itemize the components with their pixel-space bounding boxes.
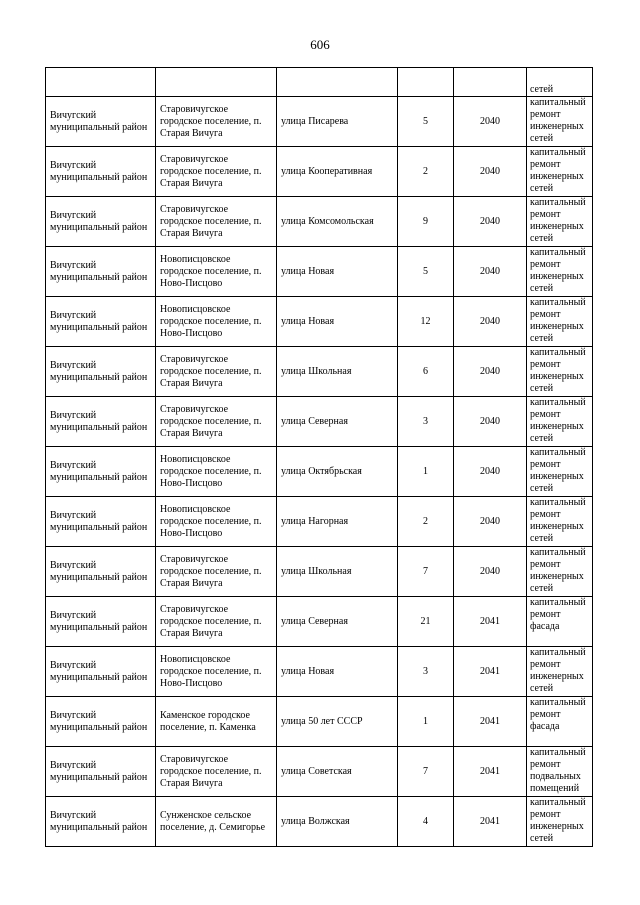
settlement-cell: Сунженское сельское поселение, д. Семигорье [156, 797, 277, 847]
street-cell: улица Писарева [277, 97, 398, 147]
work-type-cell: капитальный ремонт инженерных сетей [527, 547, 593, 597]
district-cell: Вичугский муниципальный район [46, 347, 156, 397]
table-row [46, 197, 593, 247]
street-cell: улица Новая [277, 247, 398, 297]
house-cell: 5 [398, 247, 454, 297]
house-cell: 7 [398, 547, 454, 597]
year-cell: 2040 [454, 497, 527, 547]
table-row [46, 797, 593, 847]
housing-repair-table [45, 67, 593, 847]
year-cell: 2041 [454, 597, 527, 647]
table-row [46, 447, 593, 497]
house-cell: 5 [398, 97, 454, 147]
year-cell: 2040 [454, 147, 527, 197]
settlement-cell: Новописцовское городское поселение, п. Ново-Писцово [156, 297, 277, 347]
table-row [46, 247, 593, 297]
street-cell: улица Новая [277, 647, 398, 697]
house-cell: 9 [398, 197, 454, 247]
table-row [46, 747, 593, 797]
district-cell: Вичугский муниципальный район [46, 797, 156, 847]
district-cell: Вичугский муниципальный район [46, 147, 156, 197]
table-row [46, 497, 593, 547]
table-row [46, 697, 593, 747]
district-cell: Вичугский муниципальный район [46, 497, 156, 547]
settlement-cell: Новописцовское городское поселение, п. Ново-Писцово [156, 497, 277, 547]
year-cell: 2040 [454, 447, 527, 497]
work-type-cell: капитальный ремонт инженерных сетей [527, 147, 593, 197]
year-cell: 2040 [454, 97, 527, 147]
year-cell: 2040 [454, 547, 527, 597]
table-row [46, 597, 593, 647]
street-cell: улица Северная [277, 397, 398, 447]
house-cell: 3 [398, 647, 454, 697]
work-type-cell: капитальный ремонт фасада [527, 697, 593, 747]
table-row [46, 547, 593, 597]
settlement-cell: Старовичугское городское поселение, п. Старая Вичуга [156, 547, 277, 597]
work-type-cell: капитальный ремонт подвальных помещений [527, 747, 593, 797]
year-cell: 2040 [454, 197, 527, 247]
table-row [46, 297, 593, 347]
settlement-cell: Старовичугское городское поселение, п. Старая Вичуга [156, 747, 277, 797]
district-cell [46, 68, 156, 97]
house-cell [398, 68, 454, 97]
work-type-cell: капитальный ремонт инженерных сетей [527, 197, 593, 247]
house-cell: 7 [398, 747, 454, 797]
settlement-cell: Старовичугское городское поселение, п. Старая Вичуга [156, 197, 277, 247]
year-cell: 2041 [454, 747, 527, 797]
street-cell: улица Школьная [277, 347, 398, 397]
settlement-cell: Старовичугское городское поселение, п. Старая Вичуга [156, 347, 277, 397]
work-type-cell: сетей [527, 68, 593, 97]
house-cell: 1 [398, 697, 454, 747]
house-cell: 6 [398, 347, 454, 397]
year-cell: 2041 [454, 797, 527, 847]
house-cell: 12 [398, 297, 454, 347]
street-cell [277, 68, 398, 97]
work-type-cell: капитальный ремонт инженерных сетей [527, 97, 593, 147]
settlement-cell: Старовичугское городское поселение, п. Старая Вичуга [156, 97, 277, 147]
table-row [46, 397, 593, 447]
work-type-cell: капитальный ремонт инженерных сетей [527, 647, 593, 697]
page-number: 606 [310, 37, 330, 52]
district-cell: Вичугский муниципальный район [46, 447, 156, 497]
work-type-cell: капитальный ремонт инженерных сетей [527, 247, 593, 297]
work-type-cell: капитальный ремонт инженерных сетей [527, 447, 593, 497]
work-type-cell: капитальный ремонт инженерных сетей [527, 347, 593, 397]
district-cell: Вичугский муниципальный район [46, 747, 156, 797]
year-cell: 2040 [454, 347, 527, 397]
continued-row [46, 68, 593, 97]
settlement-cell: Старовичугское городское поселение, п. Старая Вичуга [156, 597, 277, 647]
work-type-cell: капитальный ремонт инженерных сетей [527, 497, 593, 547]
year-cell: 2041 [454, 647, 527, 697]
table-row [46, 97, 593, 147]
settlement-cell: Каменское городское поселение, п. Каменка [156, 697, 277, 747]
district-cell: Вичугский муниципальный район [46, 647, 156, 697]
year-cell: 2040 [454, 397, 527, 447]
year-cell: 2040 [454, 247, 527, 297]
street-cell: улица Волжская [277, 797, 398, 847]
work-type-cell: капитальный ремонт инженерных сетей [527, 297, 593, 347]
work-type-cell: капитальный ремонт фасада [527, 597, 593, 647]
house-cell: 3 [398, 397, 454, 447]
district-cell: Вичугский муниципальный район [46, 597, 156, 647]
work-type-cell: капитальный ремонт инженерных сетей [527, 397, 593, 447]
table-row [46, 347, 593, 397]
year-cell: 2040 [454, 297, 527, 347]
work-type-cell: капитальный ремонт инженерных сетей [527, 797, 593, 847]
street-cell: улица Северная [277, 597, 398, 647]
year-cell: 2041 [454, 697, 527, 747]
street-cell: улица Нагорная [277, 497, 398, 547]
street-cell: улица Новая [277, 297, 398, 347]
house-cell: 4 [398, 797, 454, 847]
settlement-cell: Новописцовское городское поселение, п. Ново-Писцово [156, 647, 277, 697]
district-cell: Вичугский муниципальный район [46, 297, 156, 347]
house-cell: 21 [398, 597, 454, 647]
street-cell: улица Комсомольская [277, 197, 398, 247]
street-cell: улица Кооперативная [277, 147, 398, 197]
year-cell [454, 68, 527, 97]
settlement-cell: Новописцовское городское поселение, п. Ново-Писцово [156, 447, 277, 497]
district-cell: Вичугский муниципальный район [46, 697, 156, 747]
street-cell: улица Октябрьская [277, 447, 398, 497]
settlement-cell [156, 68, 277, 97]
street-cell: улица 50 лет СССР [277, 697, 398, 747]
house-cell: 1 [398, 447, 454, 497]
settlement-cell: Старовичугское городское поселение, п. Старая Вичуга [156, 147, 277, 197]
district-cell: Вичугский муниципальный район [46, 247, 156, 297]
district-cell: Вичугский муниципальный район [46, 397, 156, 447]
district-cell: Вичугский муниципальный район [46, 547, 156, 597]
district-cell: Вичугский муниципальный район [46, 97, 156, 147]
table-row [46, 647, 593, 697]
settlement-cell: Старовичугское городское поселение, п. Старая Вичуга [156, 397, 277, 447]
house-cell: 2 [398, 497, 454, 547]
settlement-cell: Новописцовское городское поселение, п. Ново-Писцово [156, 247, 277, 297]
table-row [46, 147, 593, 197]
house-cell: 2 [398, 147, 454, 197]
street-cell: улица Советская [277, 747, 398, 797]
street-cell: улица Школьная [277, 547, 398, 597]
district-cell: Вичугский муниципальный район [46, 197, 156, 247]
